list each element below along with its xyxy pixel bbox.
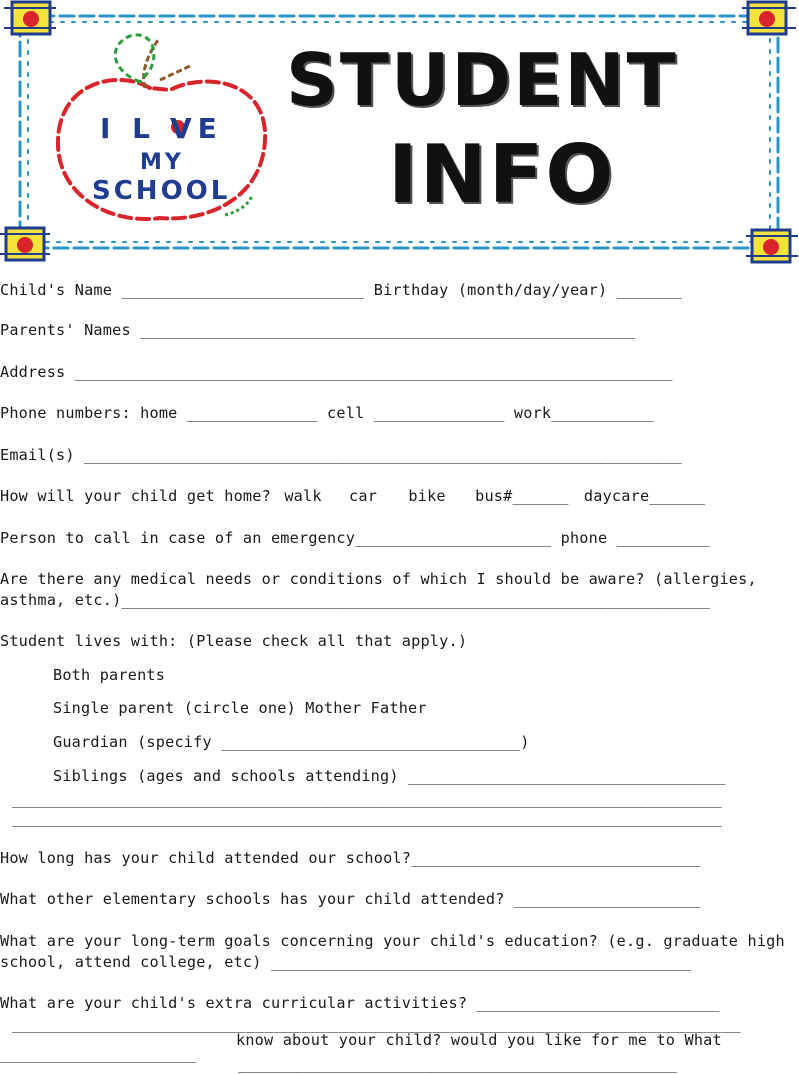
medical-question-line1: Are there any medical needs or conditions of which I should be aware? (allergies,	[0, 570, 757, 588]
row-emergency	[0, 528, 710, 548]
phone-work-field[interactable]: ___________	[551, 404, 655, 422]
phone-cell-field[interactable]: ______________	[373, 404, 505, 422]
corner-apple-icon	[0, 228, 50, 260]
siblings-extra-line-1[interactable]: ____________________________________________________________________________	[12, 790, 723, 808]
option-both-parents[interactable]	[53, 665, 165, 685]
birthday-field[interactable]: _______	[616, 281, 683, 299]
row-goals-1	[0, 931, 785, 951]
row-email	[0, 445, 682, 465]
both-parents-label: Both parents	[53, 666, 166, 684]
phone-home-label: home	[140, 404, 178, 422]
logo-line2: MY	[140, 150, 184, 175]
get-home-label: How will your child get home?	[0, 487, 271, 505]
goals-question-line2: school, attend college, etc)	[0, 953, 262, 971]
title-line1: STUDENT	[286, 38, 678, 122]
logo-line1-start: I L	[100, 112, 157, 145]
guardian-field[interactable]: ________________________________	[221, 733, 521, 751]
siblings-extra-line-2[interactable]: ____________________________________________________________________________	[12, 809, 723, 827]
goals-field[interactable]: _____________________________________________	[270, 953, 692, 971]
medical-field[interactable]: _______________________________________________________________	[121, 591, 711, 609]
option-guardian[interactable]	[53, 732, 530, 752]
logo-line3: SCHOOL	[92, 176, 231, 206]
phone-home-field[interactable]: ______________	[186, 404, 318, 422]
phone-cell-label: cell	[327, 404, 365, 422]
emergency-phone-label: phone	[560, 529, 608, 547]
corner-apple-icon	[746, 230, 798, 262]
last-answer-field[interactable]: _______________________________________________	[238, 1055, 678, 1073]
bus-number-field[interactable]: ______	[512, 487, 569, 505]
guardian-close: )	[520, 733, 530, 751]
address-label: Address	[0, 363, 66, 381]
emergency-phone-field[interactable]: __________	[616, 529, 711, 547]
option-single-parent[interactable]	[53, 698, 427, 718]
row-extracurricular	[0, 993, 719, 1013]
row-phone	[0, 403, 654, 423]
email-field[interactable]: ________________________________________________________________	[84, 446, 683, 464]
how-long-field[interactable]: _______________________________	[411, 849, 701, 867]
row-goals-2	[0, 952, 691, 972]
extracurricular-extra-line[interactable]: ______________________________________________________________________________	[12, 1015, 741, 1033]
siblings-label: Siblings (ages and schools attending)	[53, 767, 399, 785]
childs-name-label: Child's Name	[0, 281, 113, 299]
goals-question-line1: What are your long-term goals concerning your child's education? (e.g. graduate high	[0, 932, 785, 950]
option-bus[interactable]: bus#	[475, 487, 513, 505]
last-question-text: know about your child? would you like for me to What	[236, 1031, 722, 1049]
row-other-schools	[0, 889, 701, 909]
guardian-label: Guardian (specify	[53, 733, 212, 751]
extracurricular-field[interactable]: __________________________	[476, 994, 720, 1012]
option-walk[interactable]: walk	[284, 487, 322, 505]
row-how-long	[0, 848, 701, 868]
phone-work-label: work	[513, 404, 552, 422]
option-car[interactable]: car	[349, 487, 378, 505]
option-daycare[interactable]: daycare	[583, 487, 650, 505]
medical-question-line2: asthma, etc.)	[0, 591, 122, 609]
emergency-field[interactable]: _____________________	[355, 529, 552, 547]
row-get-home	[0, 486, 705, 506]
row-medical-2	[0, 590, 710, 610]
row-medical-1	[0, 569, 757, 589]
title-line2: INFO	[388, 128, 616, 221]
row-parents	[0, 320, 635, 340]
how-long-label: How long has your child attended our school?	[0, 849, 412, 867]
row-childs-name	[0, 280, 682, 300]
row-lives-with	[0, 631, 467, 651]
extracurricular-label: What are your child's extra curricular activities?	[0, 994, 468, 1012]
parents-field[interactable]: _____________________________________________________	[140, 321, 636, 339]
corner-apple-icon	[742, 2, 796, 34]
address-field[interactable]: ________________________________________________________________	[74, 363, 673, 381]
childs-name-field[interactable]: __________________________	[121, 281, 365, 299]
logo-line1-end: VE	[170, 112, 223, 145]
lives-with-label: Student lives with: (Please check all that apply.)	[0, 632, 468, 650]
row-address	[0, 362, 673, 382]
corner-apple-icon	[4, 2, 56, 34]
single-parent-label: Single parent (circle one) Mother Father	[53, 699, 427, 717]
header	[0, 0, 799, 268]
option-siblings[interactable]	[53, 766, 726, 786]
logo-line1	[100, 112, 223, 145]
other-schools-field[interactable]: ____________________	[513, 890, 701, 908]
daycare-field[interactable]: ______	[649, 487, 706, 505]
siblings-field[interactable]: __________________________________	[408, 767, 726, 785]
other-schools-label: What other elementary schools has your child attended?	[0, 890, 505, 908]
last-left-field[interactable]: _____________________	[0, 1045, 197, 1063]
birthday-label: Birthday (month/day/year)	[373, 281, 608, 299]
emergency-label: Person to call in case of an emergency	[0, 529, 356, 547]
parents-label: Parents' Names	[0, 321, 131, 339]
email-label: Email(s)	[0, 446, 75, 464]
phone-label: Phone numbers:	[0, 404, 131, 422]
option-bike[interactable]: bike	[408, 487, 446, 505]
row-last	[236, 1030, 722, 1050]
